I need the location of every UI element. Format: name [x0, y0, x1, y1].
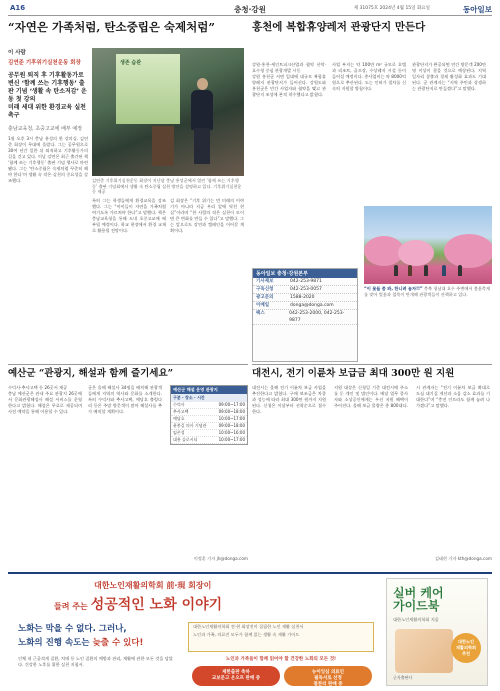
article-lead: 공무원 퇴직 후 기후활동가로 변신 ‘함께 쓰는 기후행동’ 출판 기념 ‘생활 속 탄소저감’ 운동 첫 강의 미래 세대 위한 환경교육 실천 촉구	[8, 72, 87, 119]
article-body: 대전시는 올해 전기 이륜차 보급 사업을 추진한다고 밝혔다. 구매 보조금은 차종과 성능에 따라 최대 300만 원까지 지원된다. 신청은 이달부터 선착순으로 접수한다.	[252, 385, 326, 414]
ad-slogan: 노화는 막을 수 없다. 그러나,	[18, 624, 127, 634]
info-key: 팩스	[256, 311, 265, 316]
photo-caption-title: “이 꽃들 좀 봐, 한니려 놓자!!”	[364, 286, 423, 291]
article-body: 김 회장은 “기후 위기는 먼 미래의 이야기가 아니라 지금 우리 앞에 닥친 현실”이라며 “한 사람의 작은 실천이 모이면 큰 변화를 만들 수 있다”고 말했다. 그는 앞으로도 강연과 캠페인을 이어갈 계획이다.	[170, 198, 244, 233]
ad-info-box: 대한노인재활의학회 전·현 회장진이 집필한 노인 재활 실천서 노인과 가족, 의료진 모두가 함께 읽는 생활 속 재활 가이드	[188, 622, 374, 652]
info-key: 구독신청	[256, 287, 274, 292]
contact-info-box	[252, 268, 358, 362]
info-key: 이메일	[256, 303, 270, 308]
table-row: 임존성 10:00~16:00	[173, 430, 245, 435]
interview-label: 이 사람	[8, 50, 26, 56]
info-key: 기사제보	[256, 279, 274, 284]
book-publisher: 군자출판사	[393, 675, 413, 680]
sale-badge[interactable]: 제한출판 축하 교보문고 온오프 판매 중	[192, 666, 280, 686]
article-headline[interactable]: 대전시, 전기 이륜차 보급금 최대 300만 원 지원	[252, 368, 455, 379]
info-box-title: 동아일보 충청·강원본부	[253, 269, 357, 278]
info-value[interactable]: 042-253-0057	[290, 287, 322, 292]
info-key: 광고문의	[256, 295, 274, 300]
section-title: 충청·강원	[234, 5, 266, 14]
presentation-screen	[116, 54, 180, 124]
table-title: 예산군 해설 운영 관광지	[171, 386, 247, 394]
photo-caption-text: 충북 청남대 호수 주변에서 봄꽃축제를 맞아 벚꽃과 철쭉이 만개해 관광객들이 산책하고 있다.	[364, 286, 491, 297]
ad-tagline: 대한노인재활의학회 前·現 회장이	[94, 581, 212, 590]
article-body: 지원 대상은 신청일 기준 대전시에 주소를 둔 개인 및 법인이다. 배달 업무 종사자와 소상공인에게는 우선 지원 혜택이 주어진다. 올해 보급 물량은 총 800대다.	[334, 385, 408, 408]
ad-headline: 들려 주는 성공적인 노화 이야기	[54, 597, 223, 613]
newspaper-name: 동아일보	[463, 5, 492, 14]
info-value[interactable]: donga@donga.com	[290, 303, 334, 308]
info-table	[170, 385, 248, 445]
book-advertisement[interactable]	[8, 572, 492, 687]
book-author: 대한노인재활의학회 지음	[393, 617, 439, 622]
visitors	[384, 256, 474, 276]
article-headline[interactable]: 홍천에 복합휴양레저 관광단지 만든다	[252, 21, 426, 33]
article-daejeon	[252, 364, 492, 568]
table-row: 윤봉길 의사 기념관 09:00~18:00	[173, 423, 245, 428]
table-row: 대흥 슬로시티 10:00~17:00	[173, 437, 245, 442]
article-yesan	[8, 364, 248, 568]
article-body: 사업 부지는 약 100만 m² 규모로 호텔과 리조트, 골프장, 수상레저 시설 등이 들어설 예정이다. 총사업비는 약 8000억 원으로 추산된다. 도는 인허가 절차를 신속히 지원할 방침이다.	[332, 62, 406, 91]
ad-notice: 노인과 가족들이 함께 읽어야 할 건강한 노화의 모든 것!	[225, 657, 337, 662]
recommend-badge[interactable]: 뉴이잉심 의료인 필독서로 선정 절찬리 판매 중	[284, 666, 372, 686]
table-row: 추사고택 09:00~18:00	[173, 409, 245, 414]
podium	[152, 126, 174, 166]
interviewee-name: 김연준 기후위기실천운동 회장	[8, 60, 81, 66]
article-body: 관광단지가 완공되면 연간 방문객 200만 명 이상이 찾을 것으로 예상된다. 지역 일자리 창출과 경제 활성화 효과도 기대된다. 군 관계자는 “지역 주민과 상생하는 관광단지로 만들겠다”고 말했다.	[412, 62, 486, 91]
book-cover[interactable]	[386, 578, 488, 686]
article-headline[interactable]: 예산군 “관광지, 해설과 함께 즐기세요”	[8, 368, 174, 379]
ad-description: 인체 내 근골격계 질환, 치매 등 노인 질환의 예방과 관리, 재활에 관한 모든 것을 담았다. 건강한 노후를 위한 실천 지침서.	[18, 656, 173, 667]
photo-caption	[364, 286, 492, 297]
article-body: 수덕사·추사고택 등 26곳서 제공 충남 예산군은 관내 주요 관광지 26곳에서 문화관광해설사 해설 서비스를 운영한다고 밝혔다. 해설은 무료로 제공되며 사전 예약을 통해 이용할 수 있다.	[8, 385, 82, 414]
info-value[interactable]: 042-253-2000, 042-253-9877	[289, 311, 345, 323]
article-photo[interactable]	[92, 48, 244, 176]
article-interview	[8, 20, 248, 360]
article-intro-column	[8, 48, 88, 184]
article-subhead: 충남교육청, 초중고교에 배부 예정	[8, 126, 82, 132]
table-row: 수덕사 09:00~17:00	[173, 402, 245, 407]
article-body: 강원·홍천-세인트피크산업과 협약 산악·호수형 중심 관광개발 시동 강원 홍천군 서면 일대에 대규모 복합휴양레저 관광단지가 들어선다. 강원도와 홍천군은 민간 사업자와 협약을 맺고 관광단지 조성에 본격 착수했다고 밝혔다.	[252, 62, 326, 97]
info-value[interactable]: 1588-2020	[290, 295, 315, 300]
book-title: 실버 케어 가이드북	[393, 586, 444, 613]
flower-photo[interactable]	[364, 206, 492, 284]
photo-caption: 김연준 기후위기실천운동 회장이 지난달 충남 홍성군에서 열린 ‘함께 쓰는 기후행동’ 출판 기념회에서 생활 속 탄소중립 실천 방안을 설명하고 있다. 기후위기실천운동 제공	[92, 178, 242, 195]
article-headline[interactable]: “자연은 가족처럼, 탄소중립은 숙제처럼”	[8, 20, 215, 34]
table-row: 예당호 10:00~17:00	[173, 416, 245, 421]
book-cover-photo	[395, 629, 453, 673]
article-body: 특히 그는 학생들에게 환경교육을 강조했다. 그는 “아이들이 자연을 가족처럼 여기도록 가르쳐야 한다”고 말했다. 책은 충남교육청을 통해 도내 초중고교에 배부될 예정이다. 학교 현장에서 환경 교재로 활용될 전망이다.	[92, 198, 166, 233]
article-body: 1월 오후 3시 충남 홍성의 한 강의실. 김연준 회장이 무대에 올랐다. 그는 공무원으로 30여 년간 일한 뒤 퇴직하고 기후활동가의 길을 걷고 있다. 이날 강연은 최근 출간된 책 ‘함께 쓰는 기후행동’ 출판 기념 행사로 마련됐다. 그는 ‘탄소중립은 숙제처럼 꾸준히 해야 한다’며 생활 속 작은 실천의 중요성을 강조했다.	[8, 136, 88, 183]
recommendation-stamp: 대한노인 재활의학회 추천	[451, 633, 481, 663]
table-header: 구분 · 장소 · 시간	[171, 394, 247, 402]
issue-info: 제 31075호 2024년 4월 15일 화요일	[353, 6, 430, 11]
reporter-byline[interactable]: 이정훈 기자 jh@donga.com	[193, 556, 248, 561]
page-header	[8, 4, 492, 16]
article-body: 시 관계자는 “전기 이륜차 보급 확대로 도심 대기질 개선과 소음 감소 효과를 기대한다”며 “충전 인프라도 함께 늘려 나가겠다”고 말했다.	[416, 385, 490, 408]
page-number: A16	[10, 4, 26, 12]
speaker-figure	[188, 78, 216, 164]
reporter-byline[interactable]: 김태현 기자 kth@donga.com	[434, 556, 492, 561]
article-body: 군은 올해 해설사 34명을 배치해 관광객들에게 지역의 역사와 문화를 소개한다. 특히 수덕사와 추사고택, 예당호 출렁다리 등은 주말 방문객이 많아 해설사를 추가 배치할 계획이다.	[88, 385, 162, 414]
ad-slogan: 노화의 진행 속도는 늦출 수 있다!	[18, 638, 144, 648]
screen-title: 생존 습관	[120, 60, 142, 66]
info-value[interactable]: 042-253-9871	[290, 279, 322, 284]
